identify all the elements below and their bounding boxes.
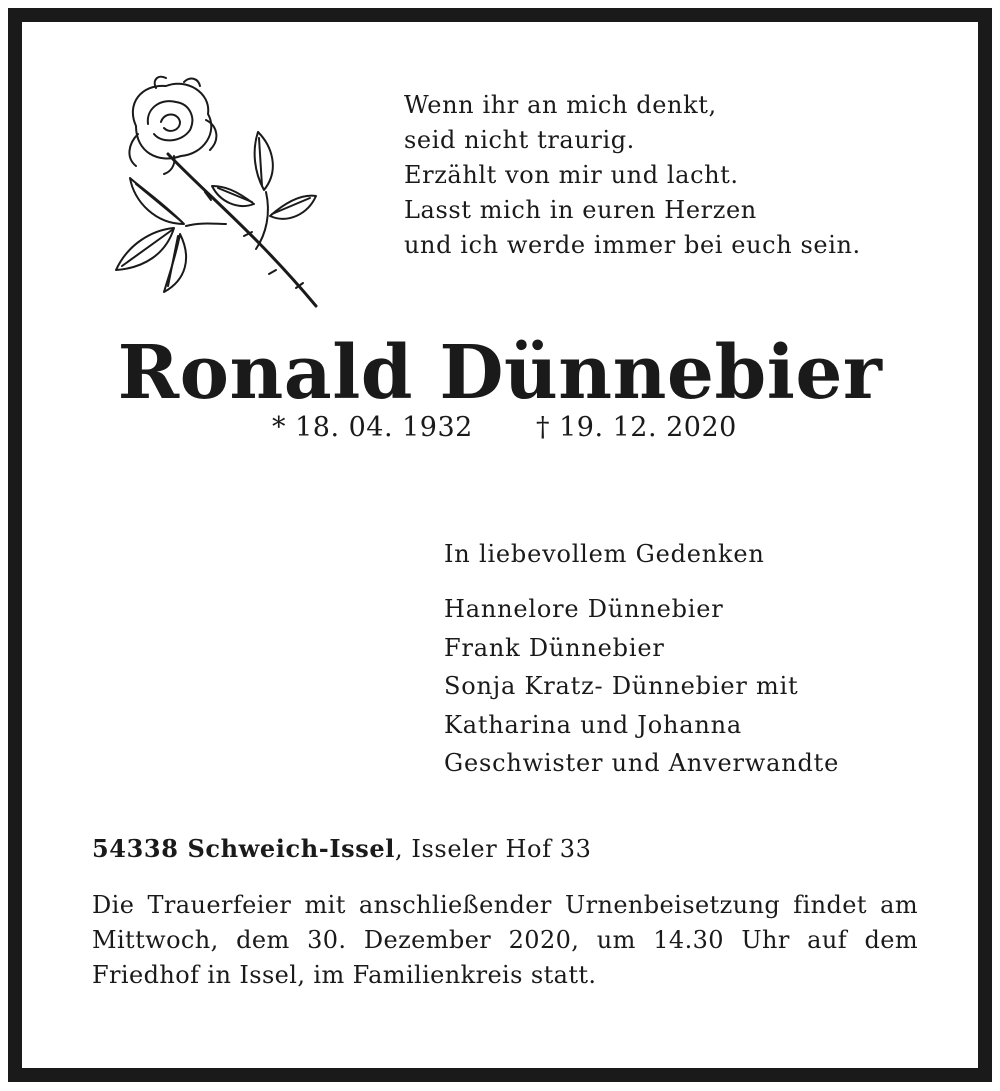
mourner: Sonja Kratz- Dünnebier mit [444,672,799,700]
poem-line: Erzählt von mir und lacht. [404,161,739,189]
poem-line: und ich werde immer bei euch sein. [404,231,861,259]
mourner: Katharina und Johanna [444,710,742,739]
obituary-frame [8,8,992,1082]
poem-line: seid nicht traurig. [404,126,635,154]
poem [404,88,861,263]
memorial-line: In liebevollem Gedenken [444,540,765,568]
birth-date: * 18. 04. 1932 [272,412,473,443]
address-street: , Isseler Hof 33 [394,835,592,863]
death-date: † 19. 12. 2020 [536,412,737,443]
address [92,834,592,863]
mourner: Geschwister und Anverwandte [444,749,840,777]
poem-line: Lasst mich in euren Herzen [404,196,757,224]
rose-icon [106,74,320,310]
deceased-name: Ronald Dünnebier [117,330,883,416]
poem-line: Wenn ihr an mich denkt, [404,91,717,119]
address-city: 54338 Schweich-Issel [92,834,395,863]
mourner: Frank Dünnebier [444,633,665,662]
mourner: Hannelore Dünnebier [444,595,724,623]
mourners-list [444,590,839,783]
service-notice: Die Trauerfeier mit anschließender Urnenbeisetzung findet am Mittwoch, dem 30. Dezember 2020, um 14.30 Uhr auf dem Friedhof in Issel, im Familienkreis statt. [92,891,918,989]
